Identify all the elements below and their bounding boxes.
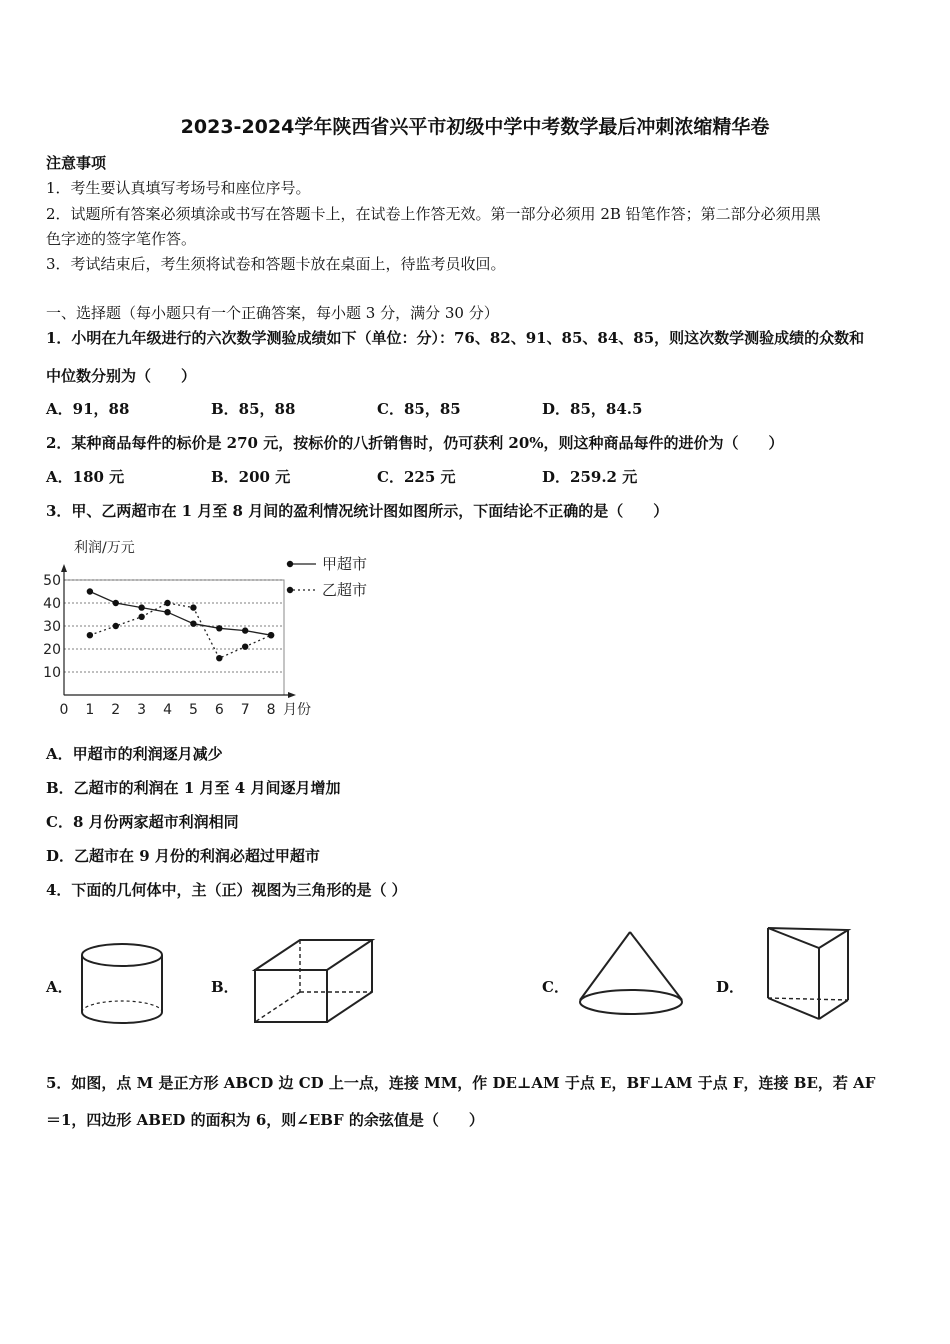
y-axis-label: 利润/万元	[74, 540, 135, 556]
notice-item-3: 3．考试结束后，考生须将试卷和答题卡放在桌面上，待监考员收回。	[46, 255, 506, 273]
legend-label: 甲超市	[322, 555, 368, 573]
q2-option-b: B．200 元	[211, 468, 291, 486]
data-point	[242, 627, 248, 633]
notice-item-2b: 色字迹的签字笔作答。	[46, 230, 197, 248]
data-point	[113, 623, 119, 629]
data-point	[87, 588, 93, 594]
data-point	[190, 621, 196, 627]
x-tick-label: 3	[137, 702, 147, 718]
cylinder-figure	[80, 940, 170, 1030]
plot-frame	[64, 580, 284, 695]
y-tick-label: 50	[43, 573, 61, 589]
question-5-line-1: 5．如图，点 M 是正方形 ABCD 边 CD 上一点，连接 MM，作 DE⊥AM 于点 E，BF⊥AM 于点 F，连接 BE，若 AF	[46, 1074, 876, 1092]
q3-option-c: C．8 月份两家超市利润相同	[46, 813, 239, 831]
question-4-line-1: 4．下面的几何体中，主（正）视图为三角形的是（ ）	[46, 881, 407, 899]
data-point	[113, 600, 119, 606]
data-point	[138, 614, 144, 620]
legend-marker	[287, 561, 293, 567]
q3-option-b: B．乙超市的利润在 1 月至 4 月间逐月增加	[46, 779, 341, 797]
q4-option-b: B．	[211, 978, 239, 996]
cone-figure	[575, 928, 687, 1020]
q4-option-a: A．	[46, 978, 73, 996]
x-tick-label: 4	[163, 702, 172, 718]
data-point	[216, 625, 222, 631]
question-2-line-1: 2．某种商品每件的标价是 270 元，按标价的八折销售时，仍可获利 20%，则这种商品每件的进价为（ ）	[46, 434, 784, 452]
x-tick-label: 6	[214, 702, 224, 718]
data-point	[190, 604, 196, 610]
q4-option-c: C．	[542, 978, 569, 996]
y-tick-label: 20	[43, 642, 61, 658]
data-point	[242, 644, 248, 650]
data-point	[87, 632, 93, 638]
notice-heading: 注意事项	[46, 154, 107, 172]
q1-option-d: D．85，84.5	[542, 400, 643, 418]
data-point	[164, 609, 170, 615]
x-tick-label: 1	[85, 702, 95, 718]
question-3-line-1: 3．甲、乙两超市在 1 月至 8 月间的盈利情况统计图如图所示，下面结论不正确的是（ ）	[46, 502, 669, 520]
y-tick-label: 10	[43, 665, 61, 681]
question-1-line-1: 1．小明在九年级进行的六次数学测验成绩如下（单位：分）：76、82、91、85、84、85，则这次数学测验成绩的众数和	[46, 329, 865, 347]
triangular-prism-figure	[764, 924, 856, 1024]
x-tick-label: 2	[111, 702, 121, 718]
cuboid-figure	[250, 936, 380, 1028]
legend-label: 乙超市	[322, 581, 368, 599]
legend-marker	[287, 587, 293, 593]
page-title: 2023-2024学年陕西省兴平市初级中学中考数学最后冲刺浓缩精华卷	[180, 116, 770, 138]
q1-option-c: C．85，85	[377, 400, 461, 418]
q1-option-a: A．91，88	[46, 400, 130, 418]
q2-option-a: A．180 元	[46, 468, 125, 486]
x-tick-label: 7	[240, 702, 250, 718]
x-axis-label: 月份	[283, 702, 312, 718]
notice-item-1: 1．考生要认真填写考场号和座位序号。	[46, 179, 311, 197]
question-1-line-2: 中位数分别为（ ）	[46, 367, 197, 385]
data-point	[216, 655, 222, 661]
profit-line-chart	[40, 532, 400, 722]
y-axis-arrow	[61, 564, 67, 572]
y-tick-label: 40	[43, 596, 61, 612]
q1-option-b: B．85，88	[211, 400, 296, 418]
question-5-line-2: ＝1，四边形 ABED 的面积为 6，则∠EBF 的余弦值是（ ）	[46, 1111, 484, 1129]
data-point	[138, 604, 144, 610]
x-tick-label: 8	[266, 702, 276, 718]
x-tick-label: 0	[59, 702, 69, 718]
q2-option-c: C．225 元	[377, 468, 456, 486]
x-axis-arrow	[288, 692, 296, 698]
y-tick-label: 30	[43, 619, 61, 635]
notice-item-2a: 2．试题所有答案必须填涂或书写在答题卡上，在试卷上作答无效。第一部分必须用 2B 铅笔作答；第二部分必须用黑	[46, 205, 821, 223]
data-point	[268, 632, 274, 638]
q2-option-d: D．259.2 元	[542, 468, 638, 486]
q3-option-a: A．甲超市的利润逐月减少	[46, 745, 223, 763]
x-tick-label: 5	[188, 702, 198, 718]
data-point	[164, 600, 170, 606]
q3-option-d: D．乙超市在 9 月份的利润必超过甲超市	[46, 847, 320, 865]
section-heading: 一、选择题（每小题只有一个正确答案，每小题 3 分，满分 30 分）	[46, 304, 499, 322]
q4-option-d: D．	[716, 978, 745, 996]
